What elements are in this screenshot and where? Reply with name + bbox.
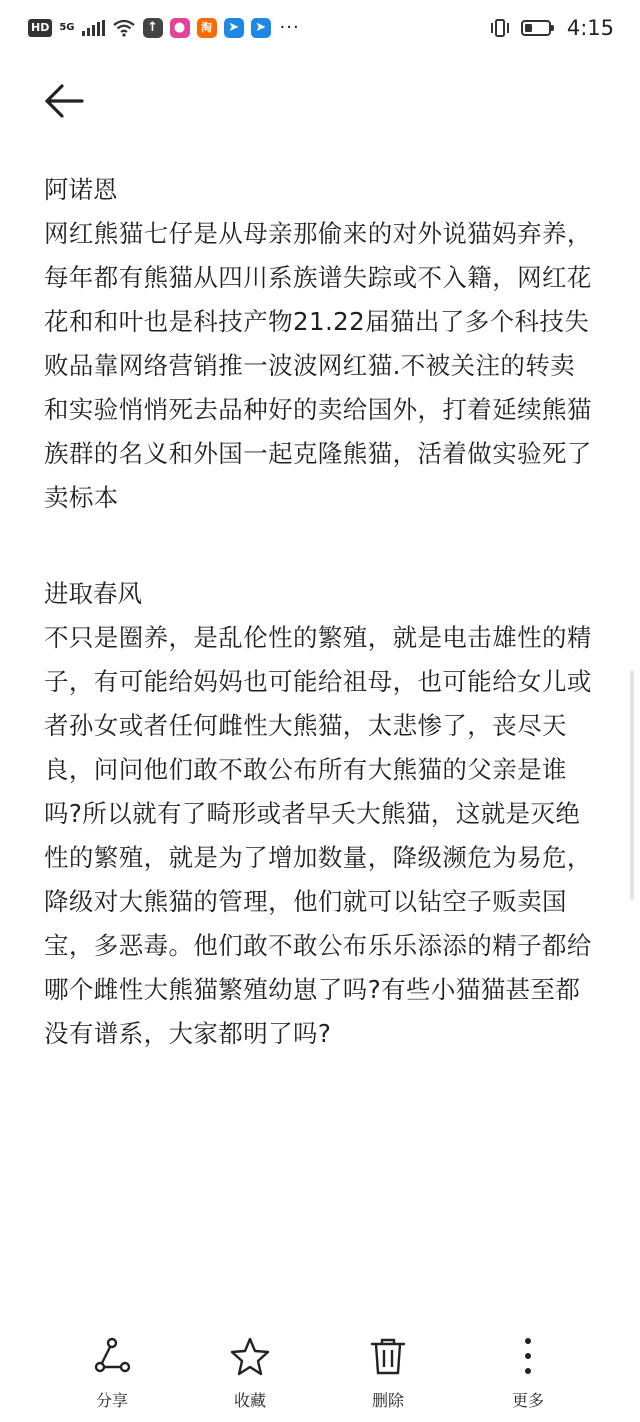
comment-text: 不只是圈养，是乱伦性的繁殖，就是电击雄性的精子，有可能给妈妈也可能给祖母，也可能给女儿或者孙女或者任何雌性大熊猫，太悲惨了，丧尽天良，问问他们敢不敢公布所有大熊猫的父亲是谁吗?所以就有了畸形或者早夭大熊猫，这就是灭绝性的繁殖，就是为了增加数量，降级濒危为易危，降级对大熊猫的管理，他们就可以钻空子贩卖国宝，多恶毒。他们敢不敢公布乐乐添添的精子都给哪个雌性大熊猫繁殖幼崽了吗?有些小猫猫甚至都没有谱系，大家都明了吗? bbox=[44, 623, 592, 1048]
network-type: 5G bbox=[59, 22, 75, 33]
back-arrow-icon bbox=[38, 76, 88, 126]
delete-button[interactable] bbox=[328, 1336, 448, 1411]
app-icon-blue-2: ➤ bbox=[251, 18, 271, 38]
app-icon-pink: ● bbox=[170, 18, 190, 38]
clock: 4:15 bbox=[566, 16, 614, 40]
comment-list bbox=[44, 168, 596, 1056]
more-notifications-icon: ··· bbox=[279, 17, 300, 38]
upload-icon: ↑ bbox=[143, 18, 163, 38]
hd-badge: HD bbox=[28, 19, 52, 37]
more-vertical-icon bbox=[508, 1336, 548, 1376]
taobao-icon: 淘 bbox=[197, 18, 217, 38]
trash-icon bbox=[368, 1336, 408, 1376]
share-label: 分享 bbox=[95, 1391, 128, 1410]
delete-label: 删除 bbox=[371, 1391, 404, 1410]
comment-item bbox=[44, 168, 596, 520]
share-icon bbox=[92, 1336, 132, 1376]
status-bar bbox=[0, 0, 640, 60]
favorite-button[interactable] bbox=[190, 1336, 310, 1411]
star-icon bbox=[230, 1336, 270, 1376]
signal-icon bbox=[82, 20, 105, 36]
status-bar-left bbox=[28, 18, 300, 38]
comment-author[interactable]: 阿诺恩 bbox=[44, 175, 118, 204]
favorite-label: 收藏 bbox=[233, 1391, 266, 1410]
wifi-icon bbox=[112, 19, 136, 37]
comment-text: 网红熊猫七仔是从母亲那偷来的对外说猫妈弃养，每年都有熊猫从四川系族谱失踪或不入籍，网红花花和和叶也是科技产物21.22届猫出了多个科技失败品靠网络营销推一波波网红猫.不被关注的转卖和实验悄悄死去品种好的卖给国外，打着延续熊猫族群的名义和外国一起克隆熊猫，活着做实验死了卖标本 bbox=[44, 219, 592, 512]
vibrate-icon bbox=[489, 18, 511, 38]
back-button[interactable] bbox=[38, 76, 88, 126]
more-label: 更多 bbox=[511, 1391, 544, 1410]
bottom-toolbar bbox=[0, 1316, 640, 1422]
battery-icon bbox=[521, 20, 551, 36]
more-button[interactable] bbox=[468, 1336, 588, 1411]
status-bar-right bbox=[489, 16, 614, 40]
comment-author[interactable]: 进取春风 bbox=[44, 579, 142, 608]
comment-item bbox=[44, 572, 596, 1056]
share-button[interactable] bbox=[52, 1336, 172, 1411]
app-icon-blue: ➤ bbox=[224, 18, 244, 38]
scrollbar[interactable] bbox=[630, 670, 634, 900]
